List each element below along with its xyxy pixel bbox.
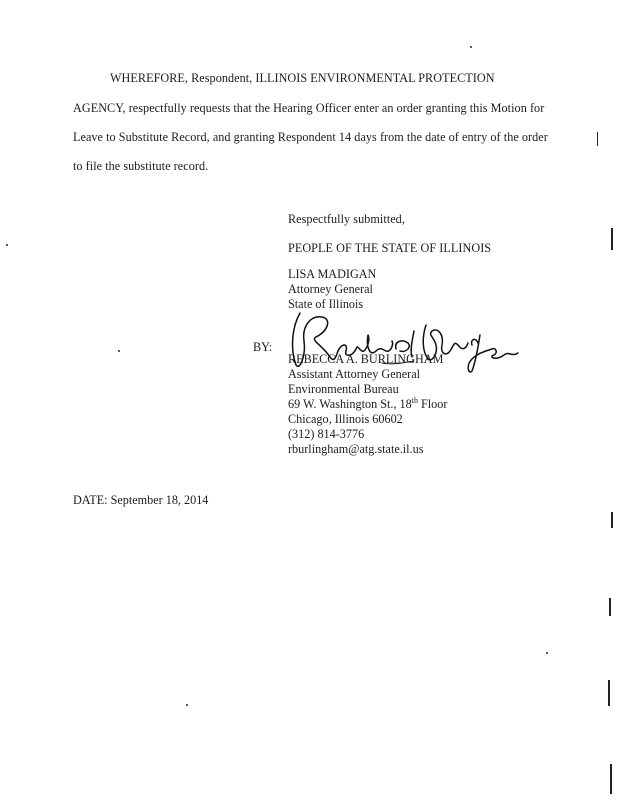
scan-speck <box>6 244 8 246</box>
signer-email: rburlingham@atg.state.il.us <box>288 442 424 456</box>
scan-artifact <box>611 228 613 250</box>
scan-speck <box>470 46 472 48</box>
signer-city: Chicago, Illinois 60602 <box>288 412 403 426</box>
scan-artifact <box>609 598 611 616</box>
scan-artifact <box>611 512 613 528</box>
scan-artifact <box>608 680 610 706</box>
scan-artifact <box>610 764 612 794</box>
attorney-general-title: Attorney General <box>288 282 373 296</box>
signer-phone: (312) 814-3776 <box>288 427 365 441</box>
paragraph-line-3: Leave to Substitute Record, and granting Respondent 14 days from the date of entry of the order <box>73 130 548 144</box>
attorney-general-name: LISA MADIGAN <box>288 267 377 281</box>
closing-text: Respectfully submitted, <box>288 212 405 226</box>
paragraph-line-2: AGENCY, respectfully requests that the Hearing Officer enter an order granting this Motion for <box>73 101 545 115</box>
attorney-general-state: State of Illinois <box>288 297 364 311</box>
scan-artifact <box>597 132 598 146</box>
signer-title: Assistant Attorney General <box>288 367 421 381</box>
scan-speck <box>186 704 188 706</box>
signer-bureau: Environmental Bureau <box>288 382 399 396</box>
date-line: DATE: September 18, 2014 <box>73 493 209 507</box>
party-name: PEOPLE OF THE STATE OF ILLINOIS <box>288 241 492 255</box>
by-label: BY: <box>253 340 273 354</box>
scan-speck <box>118 350 120 352</box>
address-prefix: 69 W. Washington St., 18 <box>288 397 412 411</box>
signer-name: REBECCA A. BURLINGHAM <box>288 352 444 366</box>
address-ordinal-suffix: th <box>411 395 418 405</box>
paragraph-line-4: to file the substitute record. <box>73 159 209 173</box>
signer-address <box>288 395 448 411</box>
scan-speck <box>546 652 548 654</box>
paragraph-line-1: WHEREFORE, Respondent, ILLINOIS ENVIRONMENTAL PROTECTION <box>110 71 495 85</box>
address-suffix: Floor <box>417 397 448 411</box>
